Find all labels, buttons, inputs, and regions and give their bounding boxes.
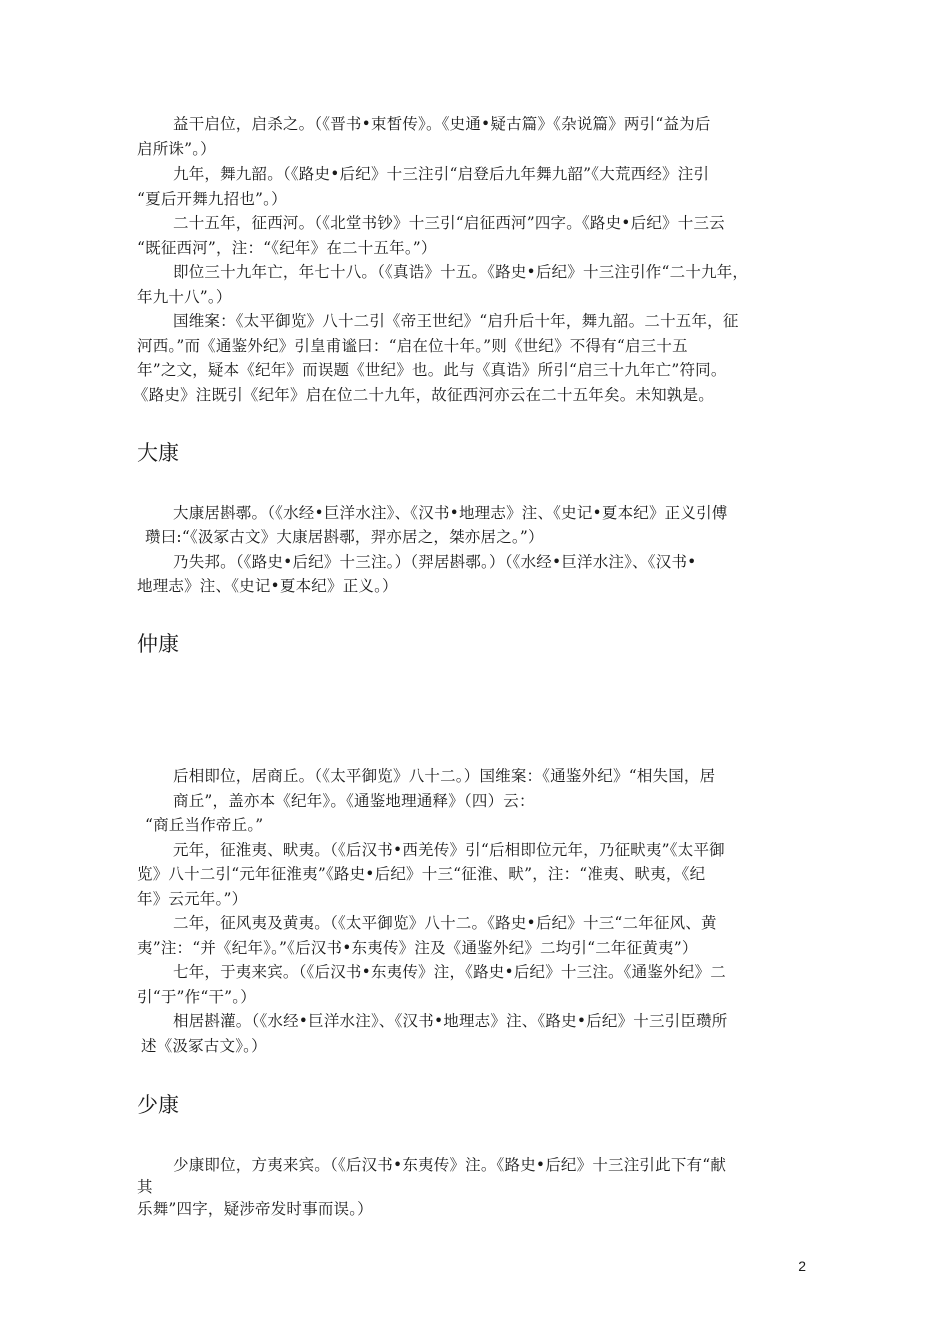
section-heading-shaokang: 少康 xyxy=(137,1093,179,1117)
text-line: 地理志》注、《史记•夏本纪》正义。） xyxy=(137,577,398,595)
text-line: 启所诛”。） xyxy=(137,140,216,158)
text-line: 相居斟灌。（《水经•巨洋水注》、《汉书•地理志》注、《路史•后纪》十三引臣瓒所 xyxy=(173,1012,728,1030)
text-line: 夷”注：“并《纪年》。”《后汉书•东夷传》注及《通鉴外纪》二均引“二年征黄夷”） xyxy=(137,939,698,957)
text-line: 后相即位，居商丘。（《太平御览》八十二。）国维案：《通鉴外纪》“相失国，居 xyxy=(173,767,716,785)
text-line: “商丘当作帝丘。” xyxy=(145,816,264,834)
text-line: 年》云元年。”） xyxy=(137,890,248,908)
text-line: 年”之文，疑本《纪年》而误题《世纪》也。此与《真诰》所引“启三十九年亡”符同。 xyxy=(137,361,727,379)
text-line: 《路史》注既引《纪年》启在位二十九年，故征西河亦云在二十五年矣。未知孰是。 xyxy=(133,386,714,404)
text-line: “夏后开舞九招也”。） xyxy=(137,190,287,208)
text-line: 述《汲冢古文》。） xyxy=(141,1037,267,1055)
page-number: 2 xyxy=(798,1258,806,1274)
text-line: 大康居斟鄩。（《水经•巨洋水注》、《汉书•地理志》注、《史记•夏本纪》正义引傅 xyxy=(173,504,728,522)
text-line: 少康即位，方夷来宾。（《后汉书•东夷传》注。《路史•后纪》十三注引此下有“献 xyxy=(173,1156,727,1174)
text-line: 河西。”而《通鉴外纪》引皇甫谧曰：“启在位十年。”则《世纪》不得有“启三十五 xyxy=(137,337,688,355)
text-line: 乐舞”四字，疑涉帝发时事而误。） xyxy=(137,1200,373,1218)
text-line: 二年，征风夷及黄夷。（《太平御览》八十二。《路史•后纪》十三“二年征风、黄 xyxy=(173,914,717,932)
text-line: 瓒曰:“《汲冢古文》大康居斟鄩，羿亦居之，桀亦居之。”） xyxy=(145,528,544,546)
text-line: 乃失邦。（《路史•后纪》十三注。）（羿居斟鄩。）（《水经•巨洋水注》、《汉书• xyxy=(173,553,697,571)
text-line: 国维案：《太平御览》八十二引《帝王世纪》“启升后十年，舞九韶。二十五年，征 xyxy=(173,312,739,330)
text-line: 商丘”，盖亦本《纪年》。《通鉴地理通释》（四）云： xyxy=(173,792,535,810)
text-line: 其 xyxy=(137,1178,153,1196)
text-line: 益干启位，启杀之。（《晋书•束皙传》。《史通•疑古篇》《杂说篇》两引“益为后 xyxy=(173,115,711,133)
text-line: 览》八十二引“元年征淮夷”《路史•后纪》十三“征淮、畎”，注：“准夷、畎夷，《纪 xyxy=(137,865,706,883)
section-heading-taikang: 大康 xyxy=(137,441,179,465)
text-line: “既征西河”，注：“《纪年》在二十五年。”） xyxy=(137,239,437,257)
text-line: 九年，舞九韶。（《路史•后纪》十三注引“启登后九年舞九韶”《大荒西经》注引 xyxy=(173,165,710,183)
text-line: 引“于”作“干”。） xyxy=(137,988,256,1006)
section-heading-zhongkang: 仲康 xyxy=(137,632,179,656)
text-line: 元年，征淮夷、畎夷。（《后汉书•西羌传》引“后相即位元年，乃征畎夷”《太平御 xyxy=(173,841,725,859)
text-line: 七年，于夷来宾。（《后汉书•东夷传》注，《路史•后纪》十三注。《通鉴外纪》二 xyxy=(173,963,726,981)
text-line: 年九十八”。） xyxy=(137,288,232,306)
text-line: 二十五年，征西河。（《北堂书钞》十三引“启征西河”四字。《路史•后纪》十三云 xyxy=(173,214,725,232)
text-line: 即位三十九年亡，年七十八。（《真诰》十五。《路史•后纪》十三注引作“二十九年， xyxy=(173,263,749,281)
